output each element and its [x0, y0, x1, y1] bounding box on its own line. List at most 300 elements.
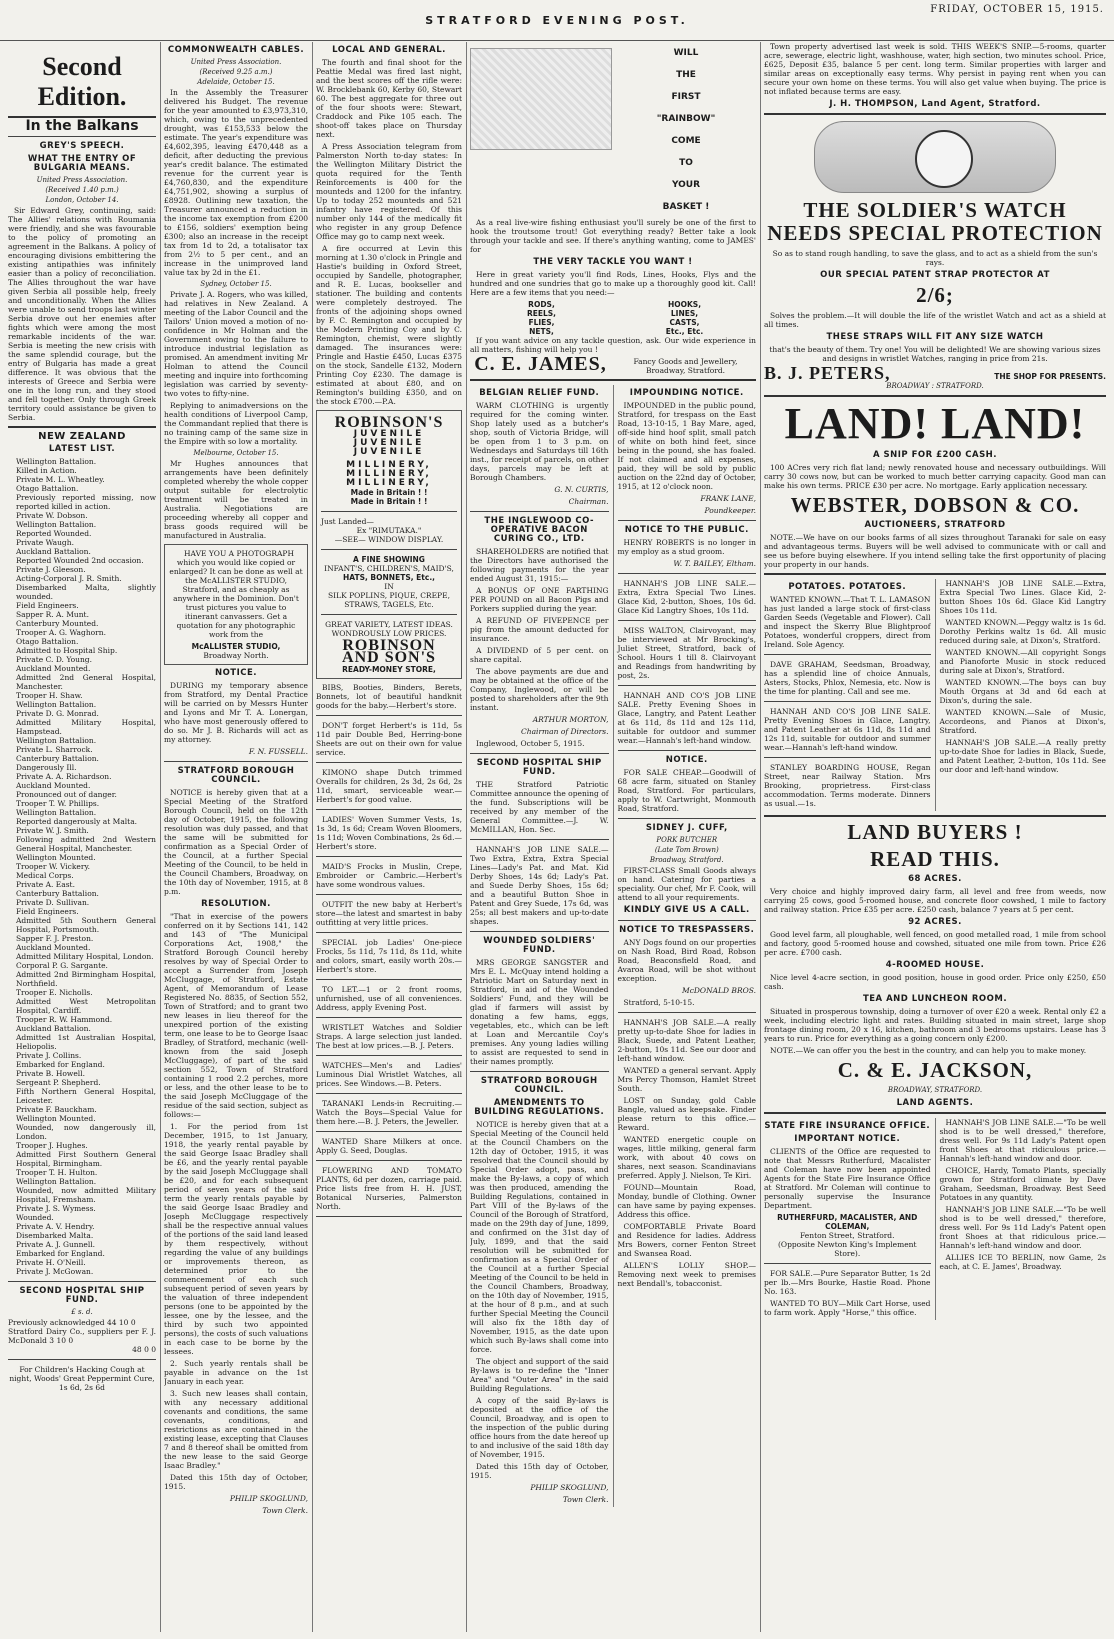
belgian-title: Chairman. [568, 497, 609, 506]
casualty-list-line: Private B. Howell. [16, 1069, 85, 1078]
column-6-split [764, 579, 1106, 811]
james-tackle-ad-top [470, 42, 756, 218]
balkans-headline: In the Balkans [25, 118, 139, 134]
casualty-list-line: Disembarked Malta, slightly wounded. [16, 583, 156, 601]
tackle-items [470, 300, 756, 336]
lolly-shop-ad: ALLEN'S LOLLY SHOP.—Removing next week to premises next Bendall's, tobacconist. [617, 1261, 756, 1288]
sydney-article: Private J. A. Rogers, who was killed, had relatives in New Zealand. A meeting of the Labor Council and the Tailors' Union moved a motion of no-confidence in Mr Holman and the Government owing to the failure to introduce industrial legislation as promised. An amendment inviting Mr Holman to attend the Council meeting and inquire into forthcoming legislation was carried by seventy-two votes to fifty-nine. [164, 290, 308, 398]
straps-fit-heading: THESE STRAPS WILL FIT ANY SIZE WATCH [826, 332, 1044, 342]
juvenile-line: JUVENILE [353, 438, 425, 448]
graham-ad: DAVE GRAHAM, Seedsman, Broadway, has a splendid line of choice Annuals, Asters, Stocks, Phlox, Nemesia, etc. Now is the time for planting. Call and see me. [764, 660, 931, 696]
column-1 [8, 42, 156, 1632]
classified-ad: MAID'S Frocks in Muslin, Crepe, Embroider or Cambric.—Herbert's have some wondrous values. [316, 862, 462, 889]
studio-name: McALLISTER STUDIO, [191, 642, 281, 651]
classified-ad: FLOWERING AND TOMATO PLANTS, 6d per dozen, carriage paid. Price lists free from H. H. JUST, Botanical Nurseries, Palmerston North. [316, 1166, 462, 1211]
classified-ad: WANTED Share Milkers at once. Apply G. Seed, Douglas. [316, 1137, 462, 1155]
column-6-bottom-right [935, 1118, 1107, 1320]
hannah-ad: HANNAH'S JOB LINE SALE.—"To be well shod is to be well dressed," therefore, dress well. For 9s 11d Lady's Patent open front Shoes at that ridiculous price.—Hannah's left-hand window and door. [939, 1118, 1106, 1163]
received-time: (Received 9.25 a.m.) [199, 68, 273, 76]
casualty-list-line: Private Waugh. [16, 538, 74, 547]
bacon-title: Chairman of Directors. [521, 727, 609, 736]
bacon-refund: A REFUND OF FIVEPENCE per pig from the amount deducted for insurance. [470, 616, 609, 643]
dated-line: Dated this 15th day of October, 1915. [164, 1473, 308, 1491]
trespassers-signature: McDONALD BROS. [682, 986, 756, 995]
house-heading: 4-ROOMED HOUSE. [885, 960, 985, 970]
casualty-list-line: Admitted to Hospital Ship. [16, 646, 118, 655]
peters-address: BROADWAY : STRATFORD. [886, 382, 984, 390]
property-snip-ad: Town property advertised last week is sold. THIS WEEK'S SNIP.—5-rooms, quarter acre, sewerage, electric light, washhouse, water, high section, two minutes school. Price, £625, Deposit £35, balance 5 per cent. long term. Similar properties with larger and similar areas on exceptionally easy terms. Why persist in paying rent when you can secure your own home on these terms. You will also get value when buying. The price is not inflated because terms are easy. [764, 42, 1106, 96]
read-this-heading: READ THIS. [870, 847, 1000, 871]
potatoes-heading: POTATOES. POTATOES. [788, 582, 907, 592]
robinson-name: ROBINSON [342, 637, 436, 654]
casualty-list-line: Private C. D. Young. [16, 655, 92, 664]
tackle-item: FLIES, [528, 318, 555, 327]
casualty-list-line: Private D. Sullivan. [16, 898, 90, 907]
casualty-list-line: Trooper T. H. Hulton. [16, 1168, 98, 1177]
casualty-list-line: Reported Wounded 2nd occasion. [16, 556, 144, 565]
casualty-list-line: Canterbury Battalion. [16, 889, 99, 898]
town-clerk-title: Town Clerk. [562, 1495, 609, 1504]
public-notice-signature: W. T. BAILEY, Eltham. [673, 559, 756, 568]
classified-ad: OUTFIT the new baby at Herbert's store—the latest and smartest in baby outfitting at very little prices. [316, 900, 462, 927]
webster-subtitle: AUCTIONEERS, STRATFORD [864, 520, 1006, 530]
amendments-body: NOTICE is hereby given that at a Special Meeting of the Council held at the Council Chambers on the 12th day of October, 1915, it was resolved that the Council should by Special Order adopt, pass, and make the By-laws, a copy of which was then produced, amending the Building Regulations, contained in Part VIII of the By-laws of the Council of the Borough of Stratford, made on the 29th day of June, 1899, and confirmed on the 31st day of July, 1899, and that the said resolution will be submitted for confirmation as a Special Order of the Council at a further Special Meeting of the Council to be held in the Council Chambers, Broadway, on the 10th day of November, 1915, at the hour of 8 p.m., and at such further Special Meeting the Council will also fix the 18th day of November, 1915, as the date upon which such By-laws shall come into force. [470, 1120, 609, 1354]
casualty-list-line: Auckland Mounted. [16, 664, 91, 673]
hats-line: HATS, BONNETS, Etc., [342, 573, 436, 582]
casualty-list-line: Admitted 5th Southern General Hospital, Portsmouth. [16, 916, 156, 934]
classified-ad: BIBS, Booties, Binders, Berets, Bonnets, lot of beautiful handknit goods for the baby.—Herbert's store. [316, 683, 462, 710]
reinforcements-article: A Press Association telegram from Palmerston North to-day states: In the Wellington Military District the quota required for the Tenth Reinforcements is 400 for the mounteds and 1200 for the infantry. Up to today 252 mounteds and 521 infantry have registered. Of this number only 144 of the medically fit who register in any group Defence Office may go to camp next week. [316, 142, 462, 241]
tackle-body: Here in great variety you'll find Rods, Lines, Hooks, Flys and the hundred and one sundries that go to make up a thoroughly good kit. Call! Here are a few items that you need:— [470, 270, 756, 297]
classified-ad: WATCHES—Men's and Ladies' Luminous Dial Wristlet Watches, all prices. See Windows.—B. Peters. [316, 1061, 462, 1088]
town-clerk-name: PHILIP SKOGLUND, [229, 1494, 308, 1503]
bacon-signature: ARTHUR MORTON, [532, 715, 609, 724]
casualty-list-line: Private F. Bauckham. [16, 1105, 97, 1114]
jackson-name: C. & E. JACKSON, [837, 1058, 1033, 1082]
casualty-list-line: Field Engineers. [16, 907, 79, 916]
dateline: Adelaide, October 15. [197, 78, 275, 86]
amendments-copy: A copy of the said By-laws is deposited at the office of the Council, Broadway, and is open to the inspection of the public during office hours from the date hereof up to and inclusive of the said 18th day of November, 1915. [470, 1396, 609, 1459]
casualty-list-line: Reported Wounded. [16, 529, 92, 538]
column-2 [164, 42, 308, 1632]
butcher-body: FIRST-CLASS Small Goods always on hand. Catering for parties a speciality. Our chef, Mr F. Cook, will attend to all your requirements. [617, 866, 756, 902]
dental-notice-signature: F. N. FUSSELL. [248, 747, 308, 756]
casualty-list-line: Admitted Military Hospital, Hampstead. [16, 718, 156, 736]
ship-fund-total: 48 0 0 [132, 1345, 156, 1354]
casualty-list-line: Following admitted 2nd Western General Hospital, Manchester. [16, 835, 156, 853]
tackle-advice: If you want advice on any tackle question, ask. Our wide experience in all matters, fishing will help you ! [470, 336, 756, 354]
classified-ad: TARANAKI Lends-in Recruiting.—Watch the Boys—Special Value for them here.—B. J. Peters, the Jeweller. [316, 1099, 462, 1126]
bacon-body: SHAREHOLDERS are notified that the Directors have authorised the following payments for the year ended August 31, 1915:— [470, 547, 609, 583]
casualty-list-line: Medical Corps. [16, 871, 74, 880]
trespassers-date: Stratford, 5-10-15. [623, 998, 695, 1007]
casualty-list-line: Wellington Battalion. [16, 457, 97, 466]
casualty-list-line: Wounded, now dangerously ill, London. [16, 1123, 156, 1141]
butcher-call: KINDLY GIVE US A CALL. [623, 905, 750, 915]
dixon-accordeon-ad: WANTED KNOWN.—Sale of Music, Accordeons, and Pianos at Dixon's, Stratford. [939, 708, 1106, 735]
classified-ad: TO LET.—1 or 2 front rooms, unfurnished, use of all conveniences. Address, apply Evening Post. [316, 985, 462, 1012]
dixon-copyright-ad: WANTED KNOWN.—All copyright Songs and Pianoforte Music in stock reduced during sale at Dixon's, Stratford. [939, 648, 1106, 675]
thompson-agent: J. H. THOMPSON, Land Agent, Stratford. [829, 99, 1041, 109]
column-3 [316, 42, 462, 1632]
casualty-list-line: Sapper F. J. Preston. [16, 934, 94, 943]
resolution-heading: RESOLUTION. [201, 899, 271, 909]
land-buyers-heading: LAND BUYERS ! [847, 820, 1023, 844]
issue-date: FRIDAY, OCTOBER 15, 1915. [930, 4, 1104, 15]
strap-body: Solves the problem.—It will double the life of the wristlet Watch and act as a shield at all times. [764, 311, 1106, 329]
tackle-intro: As a real live-wire fishing enthusiast you'll surely be one of the first to hook the troutsome trout! Got everything ready? Better take a look through your tackle and see. If there's anything wanting, come to JAMES' for [470, 218, 756, 254]
poundkeeper-title: Poundkeeper. [704, 506, 756, 515]
casualty-list-line: Private A. V. Hendry. [16, 1222, 95, 1231]
casualty-list-line: Previously reported missing, now reported killed in action. [16, 493, 156, 511]
amendments-object: The object and support of the said By-laws is to re-define the "Inner Area" and "Outer Area" in the said Building Regulations. [470, 1357, 609, 1393]
millinery-line: MILLINERY, [346, 460, 432, 470]
and-sons: AND SON'S [342, 649, 436, 666]
casualty-list-line: Sergeant P. Shepherd. [16, 1078, 101, 1087]
hospital-ship-heading: SECOND HOSPITAL SHIP FUND. [476, 758, 602, 777]
press-association: United Press Association. [190, 58, 282, 66]
grey-speech-heading: GREY'S SPEECH. [39, 141, 125, 151]
slogan-word: TO [679, 158, 693, 168]
borough-council-heading: STRATFORD BOROUGH COUNCIL. [480, 1076, 598, 1095]
column-6-left [764, 579, 931, 811]
ship-name: Ex "RIMUTAKA." [356, 526, 422, 535]
column-4-left [470, 385, 609, 1507]
butcher-trade: PORK BUTCHER [656, 836, 718, 844]
james-name: C. E. JAMES, [474, 353, 607, 375]
impounding-heading: IMPOUNDING NOTICE. [629, 388, 744, 398]
allies-game-ad: ALLIES ICE TO BERLIN, now Game, 2s each, at C. E. James', Broadway. [939, 1253, 1106, 1271]
commonwealth-cables-heading: COMMONWEALTH CABLES. [167, 45, 305, 55]
dental-notice-heading: NOTICE. [214, 668, 258, 678]
casualty-list-line: Admitted 1st Australian Hospital, Heliopolis. [16, 1033, 156, 1051]
made-in-britain: Made in Britain ! ! [350, 488, 428, 497]
bacon-date: Inglewood, October 5, 1915. [476, 739, 585, 748]
slogan-word: FIRST [671, 92, 701, 102]
casualty-list-line: Private H. O'Neill. [16, 1258, 86, 1267]
house-body: Nice level 4-acre section, in good position, house in good order. Price only £250, £50 cash. [764, 973, 1106, 991]
tackle-item: CASTS, [669, 318, 700, 327]
casualty-list-line: Wounded, now admitted Military Hospital, Fremsham. [16, 1186, 156, 1204]
new-zealand-heading: NEW ZEALAND [38, 431, 126, 442]
peters-tagline: THE SHOP FOR PRESENTS. [994, 372, 1106, 381]
casualty-list-line: Private J. Collins. [16, 1051, 82, 1060]
casualty-list-line: Wellington Battalion. [16, 736, 97, 745]
rifle-shoot-article: The fourth and final shoot for the Peattie Medal was fired last night, and the best scores off the rifle were: W. Brocklebank 60, Kerby 60, Stewart 60. The best aggregate for three out of the four shoots were: Stewart, Craddock and Pike 105 each. The shoot-off takes place on Thursday next. [316, 58, 462, 139]
fire-insurance-heading: STATE FIRE INSURANCE OFFICE. [764, 1121, 931, 1131]
casualty-list-line: Admitted First Southern General Hospital, Birmingham. [16, 1150, 156, 1168]
studio-address: Broadway North. [203, 651, 269, 660]
column-4-lower [470, 385, 756, 1507]
photo-ad-text: HAVE YOU A PHOTOGRAPH which you would like copied or enlarged? It can be done as well at the McALLISTER STUDIO, Stratford, and as cheaply as anywhere in the Dominion. Don't trust pictures you value to itinerant canvassers. Get a quotation for any photographic work from the [169, 549, 303, 639]
casualty-list-line: Wellington Battalion. [16, 808, 97, 817]
column-4 [470, 42, 756, 1632]
casualty-list-line: Trooper A. G. Waghorn. [16, 628, 106, 637]
strap-heading: OUR SPECIAL PATENT STRAP PROTECTOR AT [820, 270, 1050, 280]
silk-line: SILK POPLINS, PIQUE, CREPE, STRAWS, TAGELS, Etc. [328, 591, 450, 609]
slogan-word: "RAINBOW" [656, 114, 716, 124]
separator-butter-ad: FOR SALE.—Pure Separator Butter, 1s 2d per lb.—Mrs Bourke, Hastie Road. Phone No. 163. [764, 1269, 931, 1296]
casualty-list-line: Canterbury Mounted. [16, 619, 99, 628]
photo-studio-ad [164, 544, 308, 665]
hannah-ad: HANNAH'S JOB LINE SALE.—Extra, Extra Special Two Lines. Glace Kid, 2-button, Shoes, 10s 6d. Glace Kid Langtry Shoes, 10s 11d. [617, 579, 756, 615]
casualty-list-line: Private A. J. Gunnell. [16, 1240, 96, 1249]
servant-wanted: WANTED a general servant. Apply Mrs Percy Thomson, Hamlet Street South. [617, 1066, 756, 1093]
casualty-list-line: Killed in Action. [16, 466, 77, 475]
dateline: Melbourne, October 15. [193, 449, 279, 457]
hannah-ad: HANNAH'S JOB LINE SALE.—Two Extra, Extra, Extra Special Lines—Lady's Pat. and Mat. Kid Derby Shoes, 14s 6d; Lady's Pat. and Suede Derby Shoes, 15s 6d; and a beautiful Button Shoe in Patent and Grey Suede, 17s 6d, was 25s; all best makers and up-to-date shapes. [470, 845, 609, 926]
acres-92-body: Good level farm, all ploughable, well fenced, on good metalled road, 1 mile from school and factory, good 5-roomed house and cowshed, situated one mile from town. Price £26 per acre. £700 cash. [764, 930, 1106, 957]
variety-line: GREAT VARIETY, LATEST IDEAS. WONDROUSLY LOW PRICES. [325, 620, 453, 638]
tomato-plants-ad: CHOICE, Hardy, Tomato Plants, specially grown for Stratford climate by Dave Graham, Seedsman, Broadway. Best Seed Potatoes in any quantity. [939, 1166, 1106, 1202]
fire-signature: RUTHERFURD, MACALISTER, AND COLEMAN, [777, 1213, 918, 1231]
casualty-list-line: Private A. A. Richardson. [16, 772, 112, 781]
resolution-body: "That in exercise of the powers conferred on it by Sections 141, 142 and 143 of "The Municipal Corporations Act, 1908," the Stratford Borough Council hereby resolves by way of Special Order to accept a Surrender from Joseph McCluggage, of Stratford, Estate Agent, of Memorandum of Lease Registered No. 8835, of Section 552, Town of Stratford; and to grant two new leases in lieu thereof for the unexpired portion of the existing term, one lease to be to George Isaac Bradley, of Stratford, mechanic (well-known from the said Joseph McCluggage), of part of the said section 552, Town of Stratford containing 1 rood 2.2 perches, more or less, and the other lease to be to the said Joseph McCluggage of the residue of the said section, subject as follows:— [164, 912, 308, 1119]
window-display: —SEE— WINDOW DISPLAY. [334, 535, 444, 544]
couple-wanted: WANTED energetic couple on wages, little milking, general farm work, with about 40 cows on shares, next season. Scandinavians preferred. Apply J. Nielson, Te Kiri. [617, 1135, 756, 1180]
trespassers-body: ANY Dogs found on our properties on Nash Road, Bird Road, Robson Road, Beaconsfield Road, and Avaroa Road, will be shot without exception. [617, 938, 756, 983]
tackle-heading: THE VERY TACKLE YOU WANT ! [533, 257, 693, 267]
tea-room-note: NOTE.—We can offer you the best in the country, and can help you to make money. [770, 1046, 1087, 1055]
casualty-list-line: Disembarked Malta. [16, 1231, 94, 1240]
dateline: London, October 14. [45, 196, 119, 204]
butcher-name: SIDNEY J. CUFF, [645, 823, 728, 833]
hannah-ad: HANNAH AND CO'S JOB LINE SALE. Pretty Evening Shoes in Glace, Langtry, and Patent Leather at 6s 11d, 8s 11d and 12s 11d, suitable for outdoor and summer wear.—Hannah's left-hand window. [617, 691, 756, 745]
slogan-word: YOUR [671, 180, 701, 190]
wounded-fund-heading: WOUNDED SOLDIERS' FUND. [483, 936, 596, 955]
council-notice-body: NOTICE is hereby given that at a Special Meeting of the Stratford Borough Council, held on the 12th day of October, 1915, the following resolution was duly passed, and that the same will be submitted for confirmation as a Special Order of the Council, at a further Special Meeting of the Council, to be held in the Council Chambers, Broadway, on the 10th day of November, 1915, at 8 p.m. [164, 788, 308, 896]
casualty-list-line: Wellington Mounted. [16, 853, 96, 862]
ship-fund-columns: £ s. d. [71, 1308, 93, 1316]
watch-face-icon [915, 130, 973, 188]
casualty-list [8, 457, 156, 1276]
bulgaria-heading: WHAT THE ENTRY OF BULGARIA MEANS. [27, 154, 137, 173]
tea-room-body: Situated in prosperous township, doing a turnover of over £20 a week. Rental only £2 a week, including electric light and rates. Building situated in main street, large shop frontage dining room, 20 x 16, kitchen, bathroom and 3 bedrooms upstairs. Lease has 3 years to run. Price for everything as a going concern only £200. [764, 1007, 1106, 1043]
trespassers-heading: NOTICE TO TRESPASSERS. [619, 925, 755, 935]
important-notice: IMPORTANT NOTICE. [794, 1134, 901, 1144]
fire-opposite: (Opposite Newton King's Implement Store). [778, 1240, 917, 1258]
classified-ad: LADIES' Woven Summer Vests, 1s, 1s 3d, 1s 6d; Cream Woven Bloomers, 1s 11d; Woven Combinations, 2s 6d.—Herbert's store. [316, 815, 462, 851]
casualty-list-line: Embarked for England. [16, 1249, 105, 1258]
tackle-item: HOOKS, [667, 300, 702, 309]
public-notice-heading: NOTICE TO THE PUBLIC. [624, 525, 749, 535]
jackson-address: BROADWAY, STRATFORD. [887, 1086, 983, 1094]
watch-intro: So as to stand rough handling, to save the glass, and to act as a shield from the sun's rays. [772, 249, 1098, 267]
casualty-list-line: Wellington Battalion. [16, 520, 97, 529]
clause-3: 3. Such new leases shall contain, with any necessary additional covenants and conditions, the same covenants, conditions, and restrictions as are contained in the existing lease, excepting that Clauses 7 and 8 thereof shall be omitted from the new lease to the said George Isaac Bradley." [164, 1389, 308, 1470]
classified-ads [316, 683, 462, 1217]
board-ad: COMFORTABLE Private Board and Residence for ladies. Address Mrs Bowers, corner Fenton Street and Swansea Road. [617, 1222, 756, 1258]
ship-fund-heading: SECOND HOSPITAL SHIP FUND. [19, 1286, 145, 1305]
impounding-body: IMPOUNDED in the public pound, Stratford, for trespass on the East Road, 13-10-15, 1 Bay Mare, aged, off-side hind hoof split, small patch of white on both hind feet, since being in the pound, she has foaled. If not claimed and all expenses, paid, they will be sold by public auction on the 22nd day of October, 1915, at 12 o'clock noon. [617, 401, 756, 491]
snip-heading: A SNIP FOR £200 CASH. [872, 450, 998, 460]
infants-line: INFANT'S, CHILDREN'S, MAID'S, [324, 564, 454, 573]
peters-footer [764, 363, 1106, 383]
casualty-list-line: Private J. Gleeson. [16, 565, 86, 574]
hannah-ad: HANNAH'S JOB SALE.—A really pretty up-to-date Shoe for ladies in Black, Suede, and Patent Leather, 2-button, 10s 11d. See our door and left-hand window. [939, 738, 1106, 774]
town-clerk-name: PHILIP SKOGLUND, [530, 1483, 609, 1492]
boarding-house-ad: STANLEY BOARDING HOUSE, Regan Street, near Railway Station. Mrs Brooking, proprietress. First-class accommodation. Terms moderate. Dinners as usual.—1s. [764, 763, 931, 808]
strap-price: 2/6; [916, 283, 954, 307]
lamason-ad: WANTED KNOWN.—That T. L. LAMASON has just landed a large stock of first-class Garden Seeds (Vegetable and Flower). Call and inspect the Skerry Blue Blightproof Potatoes, wonderful croppers, direct from Ireland. Sole Agency. [764, 595, 931, 649]
hannah-ad: HANNAH AND CO'S JOB LINE SALE. Pretty Evening Shoes in Glace, Langtry, and Patent Leather at 6s 11d, 8s 11d and 12s 11d, suitable for outdoor and summer wear.—Hannah's left-hand window. [764, 707, 931, 752]
casualty-list-line: Wellington Battalion. [16, 1177, 97, 1186]
poundkeeper-name: FRANK LANE, [700, 494, 756, 503]
casualty-list-line: Dangerously Ill. [16, 763, 77, 772]
james-subtitle: Fancy Goods and Jewellery, Broadway, Stratford. [633, 357, 738, 375]
casualty-list-line: Trooper R. W. Hammond. [16, 1015, 113, 1024]
classified-ad: SPECIAL job Ladies' One-piece Frocks, 5s 11d, 7s 11d, 8s 11d, white and colors, smart, easily worth 20s.—Herbert's store. [316, 938, 462, 974]
casualty-list-line: Trooper E. Nicholls. [16, 988, 93, 997]
casualty-list-line: Corporal P. G. Sargante. [16, 961, 108, 970]
casualty-list-line: Field Engineers. [16, 601, 79, 610]
casualty-list-line: Otago Battalion. [16, 637, 79, 646]
ship-fund-line: Previously acknowledged 44 10 0 [8, 1318, 136, 1327]
dixon-waltz-ad: WANTED KNOWN.—Peggy waltz is 1s 6d. Dorothy Perkins waltz 1s 6d. All music reduced during sale, at Dixon's, Stratford. [939, 618, 1106, 645]
camp-article: Replying to animadversions on the health conditions of Liverpool Camp, the Commandant replied that there is no training camp of the same size in the Empire with so low a mortality. [164, 401, 308, 446]
levin-fire-article: A fire occurred at Levin this morning at 1.30 o'clock in Pringle and Hastie's building in Oxford Street, occupied by Sandelle, photographer, and R. E. Lucas, bookseller and stationer. The building and contents were completely destroyed. The fronts of the adjoining shops owned by F. C. Remington and occupied by the Modern Printing Coy and by C. Remington, chemist, were slightly damaged. The insurances were: Pringle and Hastie £450, Lucas £375 on the stock, Sandelle £132, Modern Printing Coy £230. The damage is estimated at about £80, and on Remington's building £350, and on the stock £700.—P.A. [316, 244, 462, 406]
slogan-word: BASKET ! [662, 202, 710, 212]
latest-list-heading: LATEST LIST. [48, 444, 116, 454]
bacon-bonus: A BONUS OF ONE FARTHING PER POUND on all Bacon Pigs and Porkers supplied during the year. [470, 586, 609, 613]
copper-article: Mr Hughes announces that arrangements have been definitely completed whereby the whole copper output suitable for electrolytic treatment will be treated in Australia. Negotiations are proceeding whereby all copper and brass goods required will be manufactured in Australia. [164, 459, 308, 540]
casualty-list-line: Fifth Northern General Hospital, Leicester. [16, 1087, 156, 1105]
straps-body: that's the beauty of them. Try one! You will be delighted! We are showing various sizes and designs in wristlet Watches, ranging in price from 21s. [769, 345, 1101, 363]
fisherman-illustration [470, 48, 612, 150]
tea-room-heading: TEA AND LUNCHEON ROOM. [862, 994, 1008, 1004]
casualty-list-line: Auckland Battalion. [16, 547, 91, 556]
ready-money-store: READY-MONEY STORE, [342, 665, 436, 674]
casualty-list-line: Acting-Corporal J. R. Smith. [16, 574, 122, 583]
land-land-headline: LAND! LAND! [784, 399, 1086, 448]
tackle-item: RODS, [528, 300, 555, 309]
belgian-signature: G. N. CURTIS, [554, 485, 609, 494]
hannah-ad: HANNAH'S JOB LINE SALE.—"To be well shod is to be well dressed," therefore, dress well. For 9s 11d Lady's Patent open front Shoes at that ridiculous price.—Hannah's left-hand window and door. [939, 1205, 1106, 1250]
press-association: United Press Association. [36, 176, 128, 184]
amendments-heading: AMENDMENTS TO BUILDING REGULATIONS. [474, 1098, 605, 1117]
casualty-list-line: Private L. Sharrock. [16, 745, 93, 754]
classified-ad: DON'T forget Herbert's is 11d, 5s 11d pair Double Bed, Herring-bone Sheets are out on their own for value service. [316, 721, 462, 757]
juvenile-line: JUVENILE [353, 429, 425, 439]
casualty-list-line: Trooper T. W. Phillips. [16, 799, 100, 808]
casualty-list-line: Private A. East. [16, 880, 75, 889]
millinery-line: MILLINERY, [346, 469, 432, 479]
dental-notice-body: DURING my temporary absence from Stratford, my Dental Practice will be carried on by Messrs Hunter and Lyons and Mr T. A. Lonergan, who have most generously offered to do so. Mr J. B. Richards will act as my attorney. [164, 681, 308, 744]
acres-68-body: Very choice and highly improved dairy farm, all level and free from weeds, now carrying 25 cows, good 5-roomed house, and concrete floor cowshed, 1 mile to factory and railway station. Price £35 per acre. £250 cash, balance 7 years at 5 per cent. [764, 887, 1106, 914]
robinsons-title: ROBINSON'S [334, 414, 444, 431]
wounded-fund-body: MRS GEORGE SANGSTER and Mrs E. L. McQuay intend holding a Patriotic Mart on Saturday next in Stratford, in aid of the Wounded Soldiers' Fund, and they will be glad if farmers will assist by donating a few hams, eggs, vegetables, etc., which can be left at Loan and Mercantile Coy's premises. Any young ladies willing to assist are requested to send in their names promptly. [470, 958, 609, 1066]
casualty-list-line: Wellington Mounted. [16, 1114, 96, 1123]
casualty-list-line: Trooper H. Shaw. [16, 691, 83, 700]
lost-bangle: LOST on Sunday, gold Cable Bangle, valued as keepsake. Finder please return to this office.—Reward. [617, 1096, 756, 1132]
newspaper-title: STRATFORD EVENING POST. [425, 14, 689, 27]
budget-article: In the Assembly the Treasurer delivered his Budget. The revenue for the year amounted to £3,973,310, which, owing to the unprecedented drought, was £153,533 below the estimate. The year's expenditure was £4,602,395, leaving £470,448 as a deficit, after deducting the previous year's credit balance. The estimated revenue for the current year is £4,760,830, and the expenditure £4,751,902, showing a surplus of £8928. Outlining new taxation, the Treasurer announced a reduction in the income tax exemption from £200 to £156, soldiers' exemption being £300; also an increase in the receipt tax from 1d to 2d, a totalisator tax from 2½ to 5 per cent., and an increase in the unimproved land value tax by 2d in the £1. [164, 88, 308, 277]
butcher-address: Broadway, Stratford. [649, 856, 724, 864]
classified-ad: WRISTLET Watches and Soldier Straps. A large selection just landed. The best at low prices.—B. J. Peters. [316, 1023, 462, 1050]
just-landed: Just Landed— [321, 517, 374, 526]
casualty-list-line: Reported dangerously at Malta. [16, 817, 138, 826]
slogan-word: WILL [673, 48, 699, 58]
column-6-right [935, 579, 1107, 811]
casualty-list-line: Private W. J. Smith. [16, 826, 89, 835]
borough-council-heading: STRATFORD BOROUGH COUNCIL. [177, 766, 295, 785]
slogan-word: THE [676, 70, 696, 80]
belgian-fund-body: WARM CLOTHING is urgently required for the coming winter. Shop lately used as a butcher's shop, south of Victoria Bridge, will be open from 1 to 3 p.m. on Wednesdays and Saturdays till 16th inst., for receipt of parcels, on other days, parcels may be left at Borough Chambers. [470, 401, 609, 482]
clairvoyant-ad: MISS WALTON, Clairvoyant, may be interviewed at Mr Brocking's, Juliet Street, Stratford, back of School. Hours 1 till 8. Clairvoyant and Readings from handwriting by post, 2s. [617, 626, 756, 680]
ship-fund-line: Stratford Dairy Co., suppliers per F. J. McDonald 3 10 0 [8, 1327, 156, 1345]
casualty-list-line: Auckland Mounted. [16, 781, 91, 790]
soldiers-watch-title: THE SOLDIER'S WATCH NEEDS SPECIAL PROTECTION [767, 198, 1103, 245]
tackle-item: Etc., Etc. [665, 327, 704, 336]
bacon-payments: The above payments are due and may be obtained at the office of the Company, Inglewood, or will be posted to shareholders after the 9th instant. [470, 667, 609, 712]
column-6-bottom [764, 1118, 1106, 1320]
masthead [0, 0, 1114, 41]
casualty-list-line: Trooper J. Hughes. [16, 1141, 88, 1150]
tackle-item: NETS, [529, 327, 554, 336]
town-clerk-title: Town Clerk. [262, 1506, 308, 1515]
casualty-list-line: Trooper W. Vickery. [16, 862, 91, 871]
casualty-list-line: Admitted 2nd Birmingham Hospital, Northfield. [16, 970, 156, 988]
dateline: Sydney, October 15. [200, 280, 272, 288]
clause-2: 2. Such yearly rentals shall be payable in advance on the 1st January in each year. [164, 1359, 308, 1386]
tackle-item: REELS, [526, 309, 557, 318]
classified-ad: KIMONO shape Dutch trimmed Overalls for children, 2s 3d, 2s 6d, 2s 11d, smart, serviceable wear.—Herbert's for good value. [316, 768, 462, 804]
second-edition-banner: Second Edition. [37, 52, 127, 111]
wristlet-watch-illustration [814, 121, 1056, 193]
butcher-late: (Late Tom Brown) [654, 846, 719, 854]
casualty-list-line: Wellington Battalion. [16, 700, 97, 709]
notice-heading: NOTICE. [665, 755, 708, 765]
column-6 [764, 42, 1106, 1632]
casualty-list-line: Admitted 2nd General Hospital, Manchester. [16, 673, 156, 691]
snip-body: 100 ACres very rich flat land; newly renovated house and necessary outbuildings. Will carry 30 cows now, but can be worked to much better carrying capacity. Good man can make his own terms. PRICE £30 per acre. No mortgage. Early application necessary. [764, 463, 1106, 490]
cough-cure-ad: For Children's Hacking Cough at night, Woods' Great Peppermint Cure, 1s 6d, 2s 6d [9, 1365, 155, 1392]
hannah-ad: HANNAH'S JOB SALE.—A really pretty up-to-date Shoe for ladies in Black, Suede, and Patent Leather, 2-button, 10s 11d. See our door and left-hand window. [617, 1018, 756, 1063]
bacon-company-heading: THE INGLEWOOD CO-OPERATIVE BACON CURING CO., LTD. [484, 516, 595, 544]
belgian-fund-heading: BELGIAN RELIEF FUND. [479, 388, 600, 398]
peters-name: B. J. PETERS, [764, 363, 891, 383]
casualty-list-line: Private J. McGowan. [16, 1267, 94, 1276]
fire-address: Fenton Street, Stratford. [800, 1231, 895, 1240]
casualty-list-line: Embarked for England. [16, 1060, 105, 1069]
robinsons-ad [316, 410, 462, 679]
casualty-list-line: Admitted Military Hospital, London. [16, 952, 154, 961]
dated-line: Dated this 15th day of October, 1915. [470, 1462, 609, 1480]
grey-speech-body: Sir Edward Grey, continuing, said: The Allies' relations with Roumania were friendly, and she was favourable to the policy of promoting an agreement in the Balkans. A policy of encouraging divisions embittering the existing antipathies was infinitely easier than a policy of reconciliation. The Allies throughout the war have given Serbia all possible help, freely and unconditionally. When the Allies were unable to send troops last winter Serbia drove out her enemies after fights which were among the most remarkable incidents of the war. Serbia is meeting the new crisis with the same splendid courage, but the entry of Bulgaria has made a great difference. It was obvious that the interests of Greece and Serbia were one in the long run, and they stood and fell together. Only through Greek territory could assistance be given to Serbia. [8, 206, 156, 422]
found-clothing: FOUND—Mountain Road, Monday, bundle of Clothing. Owner can have same by paying expenses. Address this office. [617, 1183, 756, 1219]
acres-68-heading: 68 ACRES. [908, 874, 962, 884]
column-5 [613, 385, 757, 1507]
farm-sale-notice: FOR SALE CHEAP.—Goodwill of 68 acre farm, situated on Stanley Road, Stratford. For particulars, apply to W. Cartwright, Monmouth Road, Stratford. [617, 768, 756, 813]
bacon-dividend: A DIVIDEND of 5 per cent. on share capital. [470, 646, 609, 664]
in-line: IN [384, 582, 394, 591]
casualty-list-line: Wounded. [16, 1213, 54, 1222]
casualty-list-line: Private J. S. Wymess. [16, 1204, 96, 1213]
casualty-list-line: Auckland Mounted. [16, 943, 91, 952]
webster-dobson-name: WEBSTER, DOBSON & CO. [790, 493, 1080, 517]
casualty-list-line: Otago Battalion. [16, 484, 79, 493]
fire-insurance-body: CLIENTS of the Office are requested to note that Messrs Rutherfurd, Macalister and Coleman have now been appointed Agents for the State Fire Insurance Office at Stratford. Mr Coleman will continue to personally supervise the Insurance Department. [764, 1147, 931, 1210]
casualty-list-line: Canterbury Battalion. [16, 754, 99, 763]
casualty-list-line: Sapper R. A. Munt. [16, 610, 89, 619]
juvenile-line: JUVENILE [353, 447, 425, 457]
casualty-list-line: Admitted West Metropolitan Hospital, Cardiff. [16, 997, 156, 1015]
local-general-heading: LOCAL AND GENERAL. [332, 45, 446, 55]
acres-92-heading: 92 ACRES. [908, 917, 962, 927]
made-in-britain: Made in Britain ! ! [350, 497, 428, 506]
millinery-line: MILLINERY, [346, 478, 432, 488]
casualty-list-line: Private D. G. Monrad. [16, 709, 99, 718]
